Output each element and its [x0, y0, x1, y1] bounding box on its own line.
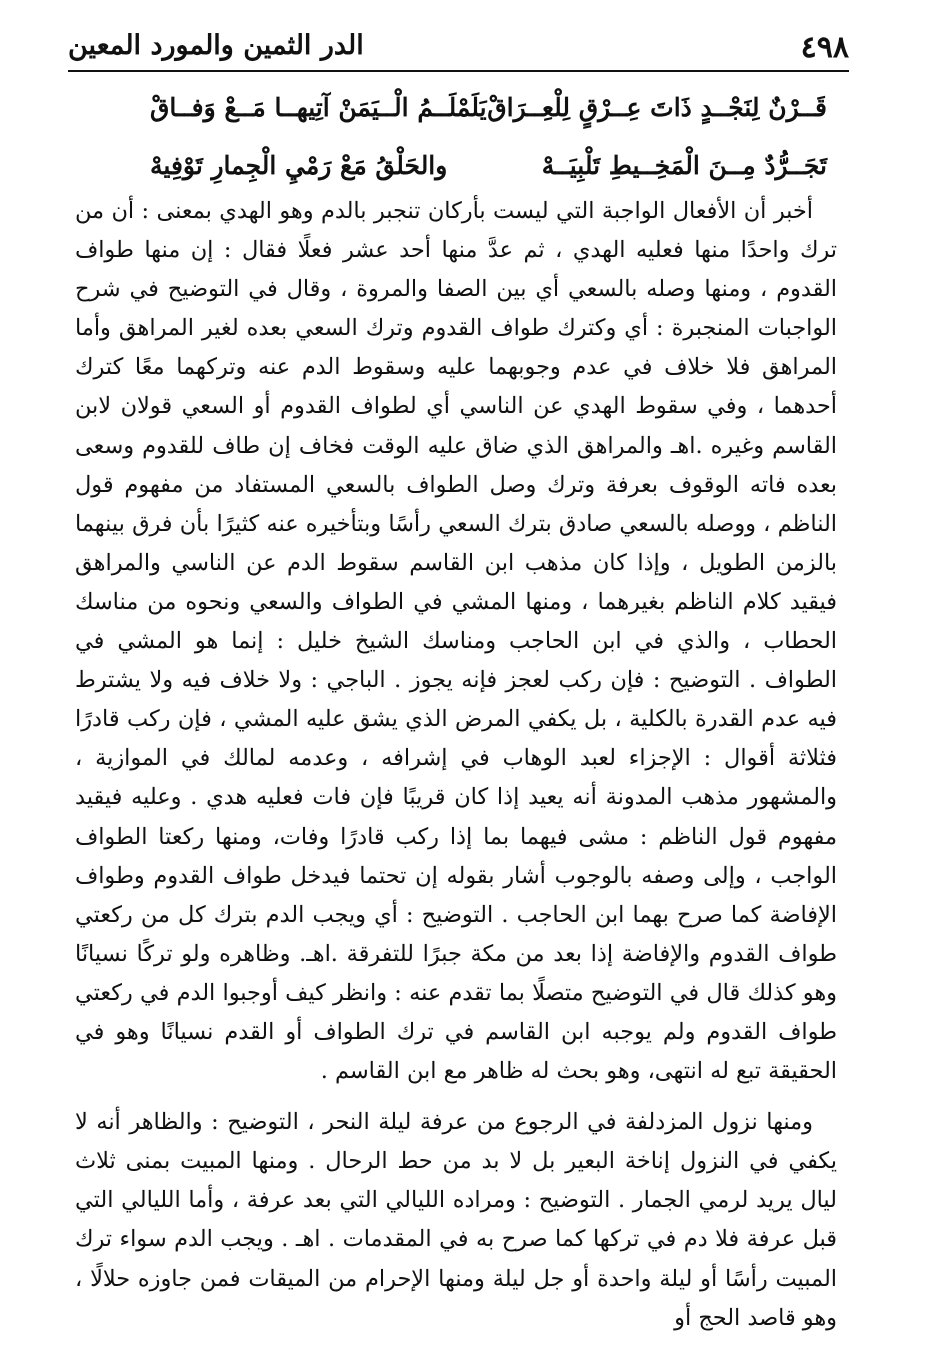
verse-2-second-hemistich: والحَلْقُ مَعْ رَمْيِ الْجِمارِ تَوْفِيهْ [150, 150, 448, 180]
page-header [68, 28, 849, 66]
verse-1-first-hemistich: قَــرْنٌ لِنَجْــدٍ ذَاتَ عِــرْقٍ لِلْعِــرَاقْ [487, 92, 827, 122]
header-rule [68, 70, 849, 72]
commentary-text [75, 192, 837, 1338]
running-title: الدر الثمين والمورد المعين [68, 30, 364, 61]
verse-2 [150, 136, 827, 194]
verse-2-first-hemistich: تَجَــرُّدٌ مِــنَ الْمَخِــيطِ تَلْبِيَــهْ [541, 150, 827, 180]
paragraph-1: أخبر أن الأفعال الواجبة التي ليست بأركان تنجبر بالدم وهو الهدي بمعنى : أن من ترك واحدًا منها فعليه الهدي ، ثم عدَّ منها أحد عشر فعلًا فقال : إن منها طواف القدوم ، ومنها وصله بالسعي أي بين الصفا والمروة ، وقال في التوضيح في شرح الواجبات المنجبرة : أي وكترك طواف القدوم وترك السعي بعده لغير المراهق وأما المراهق فلا خلاف في عدم وجوبهما عليه وسقوط الدم عنه وتركهما معًا كترك أحدهما ، وفي سقوط الهدي عن الناسي أي لطواف القدوم أو السعي قولان لابن القاسم وغيره .اهـ والمراهق الذي ضاق عليه الوقت فخاف إن طاف للقدوم وسعى بعده فاته الوقوف بعرفة وترك وصل الطواف بالسعي المستفاد من مفهوم قول الناظم ، ووصله بالسعي صادق بترك السعي رأسًا وبتأخيره عنه كثيرًا بأن فرق بينهما بالزمن الطويل ، وإذا كان مذهب ابن القاسم سقوط الدم عن الناسي والمراهق فيقيد كلام الناظم بغيرهما ، ومنها المشي في الطواف والسعي ونحوه من مناسك الحطاب ، والذي في ابن الحاجب ومناسك الشيخ خليل : إنما هو المشي في الطواف . التوضيح : فإن ركب لعجز فإنه يجوز . الباجي : ولا خلاف فيه ولا يشترط فيه عدم القدرة بالكلية ، بل يكفي المرض الذي يشق عليه المشي ، فإن ركب قادرًا فثلاثة أقوال : الإجزاء لعبد الوهاب في إشرافه ، وعدمه لمالك في الموازية ، والمشهور مذهب المدونة أنه يعيد إذا كان قريبًا فإن فات فعليه هدي . وعليه فيقيد مفهوم قول الناظم : مشى فيهما بما إذا ركب قادرًا وفات، ومنها ركعتا الطواف الواجب ، وإلى وصفه بالوجوب أشار بقوله إن تحتما فيدخل طواف القدوم وطواف الإفاضة كما صرح بهما ابن الحاجب . التوضيح : أي ويجب الدم بترك كل من ركعتي طواف القدوم والإفاضة إذا بعد من مكة جبرًا للتفرقة .اهـ. وظاهره ولو تركًا نسيانًا وهو كذلك قال في التوضيح متصلًا بما تقدم عنه : وانظر كيف أوجبوا الدم في ركعتي طواف القدوم ولم يوجبه ابن القاسم في ترك الطواف أو القدم نسيانًا وهو في الحقيقة تبع له انتهى، وهو بحث له ظاهر مع ابن القاسم . [75, 198, 837, 1085]
poem-block [150, 78, 827, 194]
paragraph-2: ومنها نزول المزدلفة في الرجوع من عرفة ليلة النحر ، التوضيح : والظاهر أنه لا يكفي في النزول إناخة البعير بل لا بد من حط الرحال . ومنها المبيت بمنى ثلاث ليال يريد لرمي الجمار . التوضيح : ومراده الليالي التي بعد عرفة ، وأما الليالي التي قبل عرفة فلا دم في تركها كما صرح به في المقدمات . اهـ . ويجب الدم سواء ترك المبيت رأسًا أو ليلة واحدة أو جل ليلة ومنها الإحرام من الميقات فمن جاوزه حلالًا ، وهو قاصد الحج أو [75, 1109, 837, 1331]
verse-1 [150, 78, 827, 136]
verse-1-second-hemistich: يَلَمْلَــمُ الْــيَمَنْ آتِيهــا مَــعْ وَفــاقْ [150, 92, 487, 122]
page-number: ٤٩٨ [800, 30, 849, 65]
